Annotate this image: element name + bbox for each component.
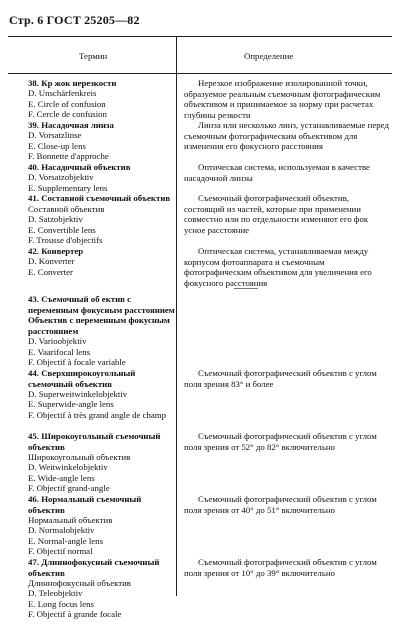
term-41-en: E. Convertible lens [28,225,96,235]
term-45-fr: F. Objectif grand-angle [28,483,110,493]
term-46-de: D. Normalobjektiv [28,525,95,535]
term-44-fr: F. Objectif à très grand angle de champ [28,410,167,420]
term-38-fr: F. Cercle de confusion [28,109,107,119]
term-47-fr: F. Objectif à grande focale [28,609,122,619]
term-45-de: D. Weitwinkelobjektiv [28,462,108,472]
term-40-de: D. Vorsatzobjektiv [28,172,94,182]
term-46-title: 46. Нормальный съемочный объектив [28,494,142,515]
definition-47: Съемочный фотографический объектив с углом поля зрения от 10° до 39° включительно [184,557,377,578]
definition-44: Съемочный фотографический объектив с углом поля зрения 83° и более [184,368,377,389]
term-38-de: D. Unschärfenkreis [28,88,97,98]
term-45-synonym: Широкоугольный объектив [28,452,131,462]
term-41-title: 41. Составной съемочный объектив [28,193,171,203]
term-43-fr: F. Objectif à focale variable [28,357,126,367]
definition-38: Нерезкое изображение изолированной точки, образуемое реальным съемочным фотографическим объективом и принимаемое за норму при расчетах глубины резкости [184,78,381,120]
term-41-de: D. Satzobjektiv [28,214,83,224]
term-45-title: 45. Широкоугольный съемочный объектив [28,431,161,452]
term-39-de: D. Vorsatzlinse [28,130,82,140]
term-39-fr: F. Bonnette d'approche [28,151,109,161]
page-header: Стр. 6 ГОСТ 25205—82 [9,13,140,27]
column-header-terms: Термин [79,51,108,61]
term-40-title: 40. Насадочный объектив [28,162,131,172]
term-42-de: D. Konverter [28,256,75,266]
term-43-de: D. Varioobjektiv [28,336,87,346]
definition-40: Оптическая система, используемая в качестве насадочной линзы [184,162,370,183]
term-44-de: D. Superweitwinkelobjektiv [28,389,128,399]
term-42-title: 42. Конвертер [28,246,84,256]
table-header-border [8,73,392,74]
term-40-en: E. Supplementary lens [28,183,108,193]
definition-41: Съемочный фотографический объектив, состоящий из частей, которые при применении совместно или по отдельности изменяют его фок усное расстояние [184,193,369,235]
term-43-en: E. Vaarifocal lens [28,347,91,357]
term-41-synonym: Составной объектив [28,204,105,214]
term-42-en: E. Converter [28,267,73,277]
term-46-en: E. Normal-angle lens [28,536,103,546]
terms-table [8,36,392,630]
term-47-title: 47. Длиннофокусный съемочный объектив [28,557,160,578]
term-38-en: E. Circle of confusion [28,99,106,109]
term-46-fr: F. Objectif normal [28,546,93,556]
term-47-de: D. Teleobjektiv [28,588,83,598]
term-39-en: E. Close-up lens [28,141,86,151]
term-44-title: 44. Сверхширокоугольный съемочный объектив [28,368,136,389]
term-47-en: E. Long focus lens [28,599,94,609]
column-header-definition: Определение [244,51,294,61]
separator-dash [234,288,258,289]
definition-45: Съемочный фотографический объектив с углом поля зрения от 52° до 82° включительно [184,431,377,452]
term-47-synonym: Длиннофокусный объектив [28,578,131,588]
term-43-synonym: Объектив с переменным фокусным расстоянием [28,315,170,336]
term-45-en: E. Wide-angle lens [28,473,95,483]
term-39-title: 39. Насадочная линза [28,120,114,130]
term-46-synonym: Нормальный объектив [28,515,113,525]
term-38-title: 38. Кр жок нерезкости [28,78,117,88]
term-43-title: 43. Съемочный об ектив с переменным фокусным расстоянием [28,294,175,315]
term-44-en: E. Superwide-angle lens [28,399,114,409]
definition-39: Линза или несколько линз, устанавливаемые перед съемочным фотографическим объективом для изменения его фокусного расстояния [184,120,389,152]
term-41-fr: F. Trousse d'objectifs [28,235,103,245]
table-top-border [8,36,392,37]
definition-46: Съемочный фотографический объектив с углом поля зрения от 40° до 51° включительно [184,494,377,515]
definition-42: Оптическая система, устанавливаемая между корпусом фотоаппарата и съемочным фотографическим объективом для увеличения его фокусного расстояния [184,246,372,288]
